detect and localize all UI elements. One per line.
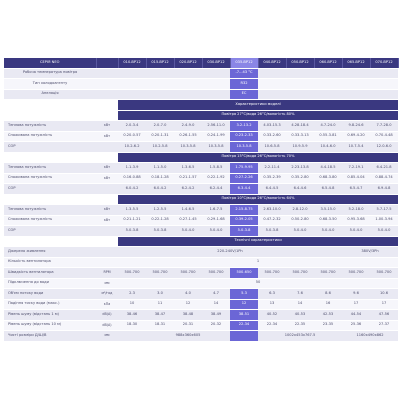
info-unit [96, 89, 118, 100]
model-header: 070-BP12 [370, 58, 398, 68]
value-cell: 1 [118, 257, 398, 268]
value-cell: 220-240V/1Ph [118, 247, 342, 258]
value-cell: 6.5-4.7 [342, 184, 370, 195]
value-cell [118, 331, 146, 342]
empty-cell [118, 89, 146, 100]
value-cell: 40-53 [286, 310, 314, 321]
value-cell: 6.4-4.5 [258, 184, 286, 195]
row-label: Споживана потужність [4, 131, 96, 142]
info-row [4, 79, 398, 90]
band-title: Характеристики моделі [118, 100, 398, 111]
value-cell: 10.2-5.8 [146, 142, 174, 153]
empty-cell [314, 89, 342, 100]
value-cell: 7.6 [286, 289, 314, 300]
row-label: Падіння тиску води (макс.) [4, 299, 96, 310]
value-cell: 25-36 [342, 320, 370, 331]
spec-body [4, 68, 398, 341]
tech-row [4, 289, 398, 300]
spec-row [4, 226, 398, 237]
info-unit [96, 68, 118, 79]
value-cell: 2.56-11.0 [202, 121, 230, 132]
value-cell: 500-650 [230, 268, 258, 279]
value-cell: 11 [146, 299, 174, 310]
empty-cell [286, 68, 314, 79]
row-unit: м³/год [96, 289, 118, 300]
row-label: Швидкість вентилятора [4, 268, 96, 279]
empty-cell [174, 79, 202, 90]
row-unit: мм [96, 278, 118, 289]
value-cell: 6.9-4.8 [370, 184, 398, 195]
tech-row [4, 247, 398, 258]
value-cell: 2.8-12.0 [286, 205, 314, 216]
value-cell: 10.2-6.2 [118, 142, 146, 153]
value-cell: 6.0-4.2 [146, 184, 174, 195]
value-cell: 12 [230, 299, 258, 310]
value-cell: 2.0-3.4 [118, 121, 146, 132]
value-cell: 2.4-9.0 [174, 121, 202, 132]
info-row [4, 89, 398, 100]
info-value: ЕС [230, 89, 258, 100]
value-cell: 3.0 [146, 289, 174, 300]
row-unit: кВт [96, 215, 118, 226]
value-cell: 0.16-0.88 [118, 173, 146, 184]
empty-cell [118, 79, 146, 90]
value-cell: 1002x453x767.5 [258, 331, 342, 342]
model-header-highlighted: 035-BP12 [230, 58, 258, 68]
value-cell: 4.7-24.0 [314, 121, 342, 132]
row-label: Об'єм потоку води [4, 289, 96, 300]
value-cell: 12 [174, 299, 202, 310]
value-cell: 3.2-13.2 [230, 121, 258, 132]
value-cell: 38-51 [230, 310, 258, 321]
value-cell: 0.35-2.39 [258, 173, 286, 184]
value-cell: 500-700 [342, 268, 370, 279]
empty-cell [286, 79, 314, 90]
empty-cell [314, 79, 342, 90]
value-cell: 5.0-3.8 [118, 226, 146, 237]
row-unit: RPM [96, 268, 118, 279]
value-cell: 500-700 [174, 268, 202, 279]
value-cell: 10.3-5.8 [230, 142, 258, 153]
empty-cell [146, 68, 174, 79]
info-value: R32 [230, 79, 258, 90]
row-label: Рівень шуму (відстань 1 м) [4, 310, 96, 321]
row-label: Чисті розміри Д/Ш/В [4, 331, 96, 342]
value-cell: 0.27-2.26 [230, 173, 258, 184]
value-cell: 9.6 [342, 289, 370, 300]
model-header: 030-BP12 [202, 58, 230, 68]
info-value: -7...43 °С [230, 68, 258, 79]
value-cell: 0.88-4.74 [370, 173, 398, 184]
value-cell: 0.50-2.80 [286, 215, 314, 226]
value-cell: 20-32 [202, 320, 230, 331]
empty-cell [258, 68, 286, 79]
band-title: Технічні характеристики [118, 236, 398, 247]
band-spacer [4, 236, 118, 247]
value-cell: 0.85-4.04 [342, 173, 370, 184]
value-cell: 16 [314, 299, 342, 310]
value-cell: 38-46 [118, 310, 146, 321]
value-cell: 22-35 [286, 320, 314, 331]
value-cell: 1.3-5.5 [118, 205, 146, 216]
row-unit [96, 257, 118, 268]
info-unit [96, 79, 118, 90]
info-label: Апеляція [4, 89, 96, 100]
empty-cell [314, 68, 342, 79]
info-row [4, 68, 398, 79]
row-label: Теплова потужність [4, 205, 96, 216]
tech-row [4, 320, 398, 331]
value-cell: 5.0-4.0 [342, 226, 370, 237]
spec-row [4, 121, 398, 132]
value-cell: 10.3-5.8 [174, 142, 202, 153]
value-cell: 44-54 [342, 310, 370, 321]
value-cell: 0.47-2.32 [258, 215, 286, 226]
condition-title [4, 194, 398, 205]
tech-row [4, 299, 398, 310]
section-technical [4, 236, 398, 247]
spec-table [4, 58, 399, 342]
spec-row [4, 184, 398, 195]
empty-cell [258, 79, 286, 90]
value-cell: 0.29-1.68 [202, 215, 230, 226]
value-cell: 12.0-6.0 [370, 142, 398, 153]
value-cell: 23-35 [314, 320, 342, 331]
value-cell: 4.28-18.4 [286, 121, 314, 132]
value-cell: 500-700 [314, 268, 342, 279]
value-cell: 6.3-4.4 [230, 184, 258, 195]
value-cell: 18-30 [118, 320, 146, 331]
spec-row [4, 173, 398, 184]
row-unit: кВт [96, 131, 118, 142]
row-unit: dB(A) [96, 310, 118, 321]
value-cell: 2.15-8.75 [230, 205, 258, 216]
row-label: COP [4, 142, 96, 153]
value-cell: 0.22-1.92 [202, 173, 230, 184]
empty-cell [370, 89, 398, 100]
empty-cell [202, 79, 230, 90]
empty-cell [370, 68, 398, 79]
empty-cell [342, 89, 370, 100]
value-cell: 0.26-1.55 [174, 131, 202, 142]
value-cell: 0.68-3.50 [314, 215, 342, 226]
empty-cell [146, 89, 174, 100]
value-cell: 5.0-4.0 [202, 226, 230, 237]
value-cell: 380V/3Ph [342, 247, 398, 258]
value-cell: 0.55-3.81 [314, 131, 342, 142]
value-cell: 500-700 [286, 268, 314, 279]
row-unit [96, 184, 118, 195]
empty-cell [118, 68, 146, 79]
value-cell: 10.6 [370, 289, 398, 300]
value-cell: 0.20-0.57 [118, 131, 146, 142]
value-cell: 0.21-1.57 [174, 173, 202, 184]
value-cell: 0.35-2.80 [286, 173, 314, 184]
value-cell: 17 [342, 299, 370, 310]
value-cell: 38-48 [174, 310, 202, 321]
row-unit: кВт [96, 205, 118, 216]
value-cell: 6.4-4.6 [286, 184, 314, 195]
value-cell: 10 [118, 299, 146, 310]
empty-cell [370, 79, 398, 90]
value-cell: 0.70-4.48 [370, 131, 398, 142]
value-cell: 10.6-5.8 [258, 142, 286, 153]
row-label: Теплова потужність [4, 163, 96, 174]
value-cell: 22-34 [258, 320, 286, 331]
empty-cell [342, 68, 370, 79]
tech-row [4, 331, 398, 342]
tech-row [4, 310, 398, 321]
value-cell: 2.3 [118, 289, 146, 300]
row-unit [96, 247, 118, 258]
value-cell: 40-52 [258, 310, 286, 321]
value-cell: 1.5-8.5 [202, 163, 230, 174]
value-cell: 10.3-5.8 [202, 142, 230, 153]
model-header: 010-BP12 [118, 58, 146, 68]
model-header: 060-BP12 [314, 58, 342, 68]
value-cell: 20-31 [174, 320, 202, 331]
empty-cell [342, 79, 370, 90]
value-cell: 17 [370, 299, 398, 310]
value-cell: 4.0 [174, 289, 202, 300]
row-label: Кількість вентилятора [4, 257, 96, 268]
model-header: 020-BP12 [174, 58, 202, 68]
value-cell: 5.0-4.0 [286, 226, 314, 237]
value-cell: 4.7 [202, 289, 230, 300]
value-cell: 27-37 [370, 320, 398, 331]
value-cell: 0.39-2.05 [230, 215, 258, 226]
value-cell: 22-34 [230, 320, 258, 331]
value-cell: 5.2-18.0 [342, 205, 370, 216]
value-cell: 5.7-17.5 [370, 205, 398, 216]
value-cell: 6.4-21.8 [370, 163, 398, 174]
value-cell: 988x360x605 [146, 331, 230, 342]
row-label: Споживана потужність [4, 173, 96, 184]
value-cell: 2.2-11.4 [258, 163, 286, 174]
row-unit: dB(A) [96, 320, 118, 331]
empty-cell [174, 89, 202, 100]
value-cell: 10.4-6.0 [314, 142, 342, 153]
band-spacer [4, 194, 118, 205]
value-cell: 1.3-6.5 [174, 163, 202, 174]
value-cell: 0.24-1.99 [202, 131, 230, 142]
tech-row [4, 278, 398, 289]
value-cell: 38-47 [146, 310, 174, 321]
value-cell: 6.5-4.8 [314, 184, 342, 195]
value-cell: 50 [118, 278, 398, 289]
value-cell: 5.0-3.8 [230, 226, 258, 237]
value-cell: 1.75-9.95 [230, 163, 258, 174]
empty-cell [202, 89, 230, 100]
value-cell: 500-700 [370, 268, 398, 279]
value-cell: 5.0-3.8 [258, 226, 286, 237]
value-cell: 18-31 [146, 320, 174, 331]
tech-row [4, 257, 398, 268]
row-unit: кВт [96, 173, 118, 184]
row-label: COP [4, 184, 96, 195]
info-label: Робоча температура повітря [4, 68, 96, 79]
header-row [4, 58, 398, 68]
tech-row [4, 268, 398, 279]
value-cell: 500-700 [202, 268, 230, 279]
band-title: Повітря 27°С/вода 26°С/вологість 80% [118, 110, 398, 121]
empty-cell [174, 68, 202, 79]
value-cell: 0.69-4.20 [342, 131, 370, 142]
value-cell: 3.5-15.0 [314, 205, 342, 216]
condition-title [4, 110, 398, 121]
spec-row [4, 131, 398, 142]
spec-row [4, 215, 398, 226]
value-cell: 5.3 [230, 289, 258, 300]
value-cell: 1.4-6.5 [174, 205, 202, 216]
band-spacer [4, 100, 118, 111]
value-cell: 0.20-1.31 [146, 131, 174, 142]
value-cell: 2.23-13.8 [286, 163, 314, 174]
value-cell: 0.33-2.60 [258, 131, 286, 142]
value-cell: 0.33-3.13 [286, 131, 314, 142]
value-cell: 5.0-4.0 [370, 226, 398, 237]
value-cell: 500-700 [146, 268, 174, 279]
value-cell: 0.23-2.33 [230, 131, 258, 142]
row-label: Теплова потужність [4, 121, 96, 132]
model-header: 050-BP12 [286, 58, 314, 68]
value-cell: 10.7-5.4 [342, 142, 370, 153]
row-unit [96, 226, 118, 237]
value-cell: 4.03-15.3 [258, 121, 286, 132]
value-cell: 2.63-10.0 [258, 205, 286, 216]
value-cell: 0.18-1.28 [146, 173, 174, 184]
value-cell: 0.95-3.68 [342, 215, 370, 226]
info-label: Тип холодоагенту [4, 79, 96, 90]
value-cell: 500-700 [118, 268, 146, 279]
value-cell: 10.9-5.9 [286, 142, 314, 153]
value-cell: 0.22-1.28 [146, 215, 174, 226]
row-unit: кВт [96, 121, 118, 132]
row-label: Споживана потужність [4, 215, 96, 226]
spec-row [4, 205, 398, 216]
value-cell: 0.27-1.45 [174, 215, 202, 226]
row-label: COP [4, 226, 96, 237]
value-cell: 6.2-4.4 [202, 184, 230, 195]
band-title: Повітря 10°С/вода 26°С/вологість 64% [118, 194, 398, 205]
value-cell: 6.2-4.2 [174, 184, 202, 195]
empty-cell [258, 89, 286, 100]
value-cell: 500-700 [258, 268, 286, 279]
value-cell: 7.2-19.1 [342, 163, 370, 174]
value-cell: 5.0-3.8 [146, 226, 174, 237]
row-unit [96, 142, 118, 153]
value-cell: 6.3 [258, 289, 286, 300]
value-cell [230, 331, 258, 342]
value-cell: 9.8-24.6 [342, 121, 370, 132]
series-title: СЕРІЯ NEO [4, 58, 96, 68]
unit-header [96, 58, 118, 68]
value-cell: 42-53 [314, 310, 342, 321]
model-header: 065-BP12 [342, 58, 370, 68]
spec-row [4, 163, 398, 174]
value-cell: 1.2-5.5 [146, 205, 174, 216]
value-cell: 2.0-7.0 [146, 121, 174, 132]
value-cell: 0.21-1.21 [118, 215, 146, 226]
value-cell: 5.0-4.0 [174, 226, 202, 237]
section-performance [4, 100, 398, 111]
empty-cell [146, 79, 174, 90]
row-label: Рівень шуму (відстань 10 м) [4, 320, 96, 331]
value-cell: 1.1-5.0 [146, 163, 174, 174]
band-spacer [4, 110, 118, 121]
model-header: 040-BP12 [258, 58, 286, 68]
band-spacer [4, 152, 118, 163]
spec-row [4, 142, 398, 153]
value-cell: 1.00-3.94 [370, 215, 398, 226]
row-label: Підключення до води [4, 278, 96, 289]
model-header: 015-BP12 [146, 58, 174, 68]
value-cell: 47-56 [370, 310, 398, 321]
value-cell: 4.4-18.5 [314, 163, 342, 174]
value-cell: 13 [258, 299, 286, 310]
value-cell: 0.68-3.80 [314, 173, 342, 184]
empty-cell [286, 89, 314, 100]
value-cell: 1160x490x862 [342, 331, 398, 342]
value-cell: 14 [202, 299, 230, 310]
band-title: Повітря 15°С/вода 26°С/вологість 70% [118, 152, 398, 163]
value-cell: 14 [286, 299, 314, 310]
value-cell: 38-49 [202, 310, 230, 321]
value-cell: 6.0-4.2 [118, 184, 146, 195]
row-unit: кВт [96, 163, 118, 174]
row-unit: мм [96, 331, 118, 342]
value-cell: 1.1-3.9 [118, 163, 146, 174]
value-cell: 5.0-4.0 [314, 226, 342, 237]
value-cell: 7.7-28.0 [370, 121, 398, 132]
value-cell: 8.6 [314, 289, 342, 300]
row-label: Джерело живлення [4, 247, 96, 258]
empty-cell [202, 68, 230, 79]
condition-title [4, 152, 398, 163]
row-unit: кПа [96, 299, 118, 310]
value-cell: 1.6-7.5 [202, 205, 230, 216]
